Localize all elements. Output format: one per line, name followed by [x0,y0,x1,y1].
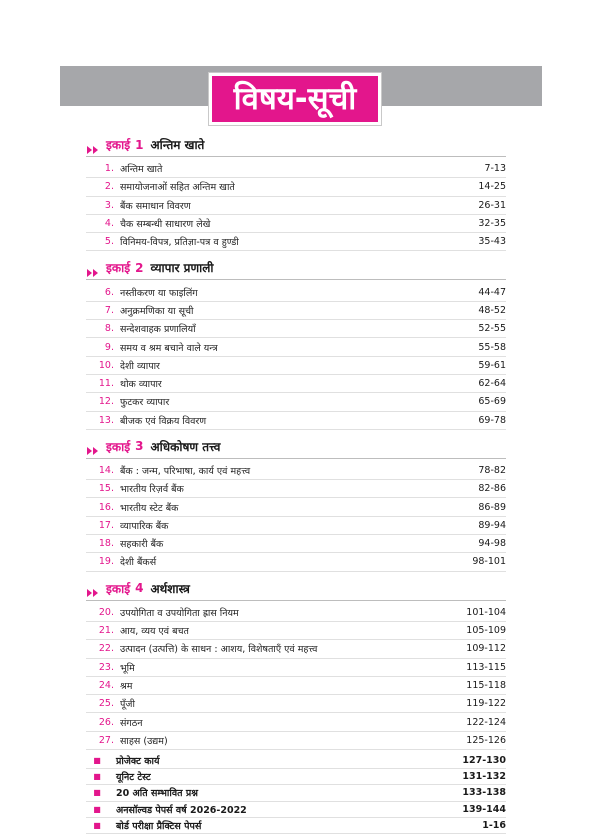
chapter-title: उत्पादन (उत्पत्ति) के साधन : आशय, विशेषताएँ एवं महत्त्व [120,644,318,656]
extra-title: प्रोजेक्ट कार्य [116,756,160,768]
page-range: 26-31 [478,199,506,211]
chapter-number: 27. [98,734,114,746]
chapter-title: चैक सम्बन्धी साधारण लेखे [120,219,211,231]
extra-item[interactable] [86,802,506,818]
double-chevron-right-icon [86,140,100,150]
extra-title: 20 अति सम्भावित प्रश्न [116,788,198,800]
chapter-title: भारतीय स्टेट बैंक [120,502,179,514]
extras-list [86,753,506,834]
page-range: 139-144 [462,803,506,815]
chapter-title: पूँजी [120,699,135,711]
page-range: 86-89 [478,501,506,513]
toc-row[interactable] [86,178,506,196]
page-range: 14-25 [478,181,506,193]
toc-row[interactable] [86,604,506,622]
chapter-title: भारतीय रिज़र्व बैंक [120,484,184,496]
chapter-number: 1. [104,163,114,175]
toc-row[interactable] [86,462,506,480]
chapter-title: श्रम [120,680,133,692]
chapter-title: भूमि [120,662,135,674]
page-range: 98-101 [472,556,506,568]
toc-row[interactable] [86,553,506,571]
chapter-number: 25. [98,698,114,710]
chapter-number: 6. [104,286,114,298]
page-range: 131-132 [462,771,506,783]
page-range: 7-13 [484,163,506,175]
chapter-title: साहस (उद्यम) [120,735,168,747]
toc-row[interactable] [86,393,506,411]
chapter-title: सन्देशवाहक प्रणालियाँ [120,324,196,336]
unit-number: 2 [135,260,144,275]
unit-title: अन्तिम खाते [150,138,205,152]
chapter-number: 12. [98,396,114,408]
chapter-number: 3. [104,199,114,211]
chapter-title: फुटकर व्यापार [120,397,170,409]
page-range: 89-94 [478,519,506,531]
chapter-title: अन्तिम खाते [120,164,163,176]
chapter-number: 15. [98,483,114,495]
extra-item[interactable] [86,818,506,834]
chapter-title: व्यापारिक बैंक [120,520,169,532]
chapter-title: समय व श्रम बचाने वाले यन्त्र [120,342,218,354]
page-range: 82-86 [478,483,506,495]
page-range: 65-69 [478,396,506,408]
page-range: 55-58 [478,341,506,353]
toc-row[interactable] [86,622,506,640]
chapter-title: अनुक्रमणिका या सूची [120,305,194,317]
chapter-title: बैंक समाधान विवरण [120,200,191,212]
chapter-title: देशी व्यापार [120,360,160,372]
page-range: 32-35 [478,218,506,230]
page-range: 52-55 [478,323,506,335]
toc-row[interactable] [86,640,506,658]
chapter-title: देशी बैंकर्स [120,557,157,569]
chapter-title: आय, व्यय एवं बचत [120,626,189,638]
chapter-number: 4. [104,218,114,230]
toc-row[interactable] [86,283,506,301]
extra-item[interactable] [86,769,506,785]
chapter-title: सहकारी बैंक [120,539,164,551]
chapter-number: 24. [98,679,114,691]
page-range: 69-78 [478,414,506,426]
unit-label: इकाई [106,261,131,276]
toc-row[interactable] [86,302,506,320]
chapter-number: 10. [98,359,114,371]
chapter-title: बीजक एवं विक्रय विवरण [120,415,207,427]
toc-row[interactable] [86,412,506,430]
page-range: 48-52 [478,304,506,316]
toc-row[interactable] [86,713,506,731]
extra-item[interactable] [86,785,506,801]
unit-heading-4 [86,580,506,601]
extra-title: यूनिट टेस्ट [116,772,151,784]
title-box [209,73,381,125]
chapter-number: 22. [98,643,114,655]
chapter-number: 18. [98,538,114,550]
chapter-title: थोक व्यापार [120,379,162,391]
page-range: 44-47 [478,286,506,298]
page-range: 109-112 [466,643,506,655]
double-chevron-right-icon [86,583,100,593]
toc-row[interactable] [86,320,506,338]
chapter-number: 16. [98,501,114,513]
chapter-number: 20. [98,606,114,618]
toc-row[interactable] [86,677,506,695]
toc-row[interactable] [86,357,506,375]
toc-row[interactable] [86,517,506,535]
table-of-contents [86,136,506,834]
toc-row[interactable] [86,338,506,356]
toc-row[interactable] [86,215,506,233]
square-bullet-icon: ■ [93,820,101,830]
unit-number: 1 [135,137,144,152]
page-range: 133-138 [462,787,506,799]
unit-label: इकाई [106,439,131,454]
chapter-title: उपयोगिता व उपयोगिता ह्रास नियम [120,607,239,619]
square-bullet-icon: ■ [93,756,101,766]
chapter-title: बैंक : जन्म, परिभाषा, कार्य एवं महत्त्व [120,466,251,477]
page-range: 113-115 [466,661,506,673]
toc-row[interactable] [86,498,506,516]
unit-label: इकाई [106,581,131,596]
unit-title: व्यापार प्रणाली [150,261,214,276]
chapter-number: 7. [104,304,114,316]
toc-row[interactable] [86,197,506,215]
page-range: 125-126 [466,734,506,746]
extra-title: बोर्ड परीक्षा प्रैक्टिस पेपर्स [116,820,202,832]
toc-row[interactable] [86,659,506,677]
page-range: 35-43 [478,236,506,248]
toc-row[interactable] [86,480,506,498]
unit-heading-3 [86,438,506,459]
toc-row[interactable] [86,695,506,713]
chapter-number: 14. [98,465,114,476]
chapter-number: 5. [104,236,114,248]
extra-title: अनसॉल्वड पेपर्स वर्ष 2026-2022 [116,804,247,816]
chapter-number: 19. [98,556,114,568]
chapter-number: 8. [104,323,114,335]
chapter-title: संगठन [120,717,143,729]
chapter-number: 13. [98,414,114,426]
toc-row[interactable] [86,375,506,393]
chapter-number: 2. [104,181,114,193]
chapter-title: नस्तीकरण या फाइलिंग [120,287,198,299]
toc-row[interactable] [86,535,506,553]
double-chevron-right-icon [86,441,100,451]
unit-number: 3 [135,439,144,454]
unit-heading-1 [86,136,506,157]
unit-title: अधिकोषण तत्त्व [150,439,221,454]
square-bullet-icon: ■ [93,772,101,782]
page-range: 115-118 [466,679,506,691]
unit-number: 4 [135,581,144,596]
unit-heading-2 [86,259,506,280]
double-chevron-right-icon [86,263,100,273]
page-range: 94-98 [478,538,506,550]
toc-row[interactable] [86,160,506,178]
page-range: 101-104 [466,606,506,618]
toc-row[interactable] [86,732,506,750]
chapter-number: 26. [98,716,114,728]
chapter-number: 23. [98,661,114,673]
page-range: 119-122 [466,698,506,710]
page-range: 62-64 [478,378,506,390]
chapter-number: 17. [98,519,114,531]
chapter-number: 21. [98,625,114,637]
page-range: 78-82 [478,465,506,476]
page-title: विषय-सूची [233,80,357,117]
chapter-number: 11. [98,378,114,390]
toc-row[interactable] [86,233,506,251]
page-range: 1-16 [482,819,506,831]
chapter-title: विनिमय-विपत्र, प्रतिज्ञा-पत्र व हुण्डी [120,237,239,249]
unit-title: अर्थशास्त्र [150,581,190,596]
page-range: 105-109 [466,625,506,637]
square-bullet-icon: ■ [93,804,101,814]
chapter-number: 9. [104,341,114,353]
page-range: 127-130 [462,755,506,767]
chapter-title: समायोजनाओं सहित अन्तिम खाते [120,182,235,194]
page-range: 122-124 [466,716,506,728]
page-range: 59-61 [478,359,506,371]
square-bullet-icon: ■ [93,788,101,798]
unit-label: इकाई [106,138,131,152]
